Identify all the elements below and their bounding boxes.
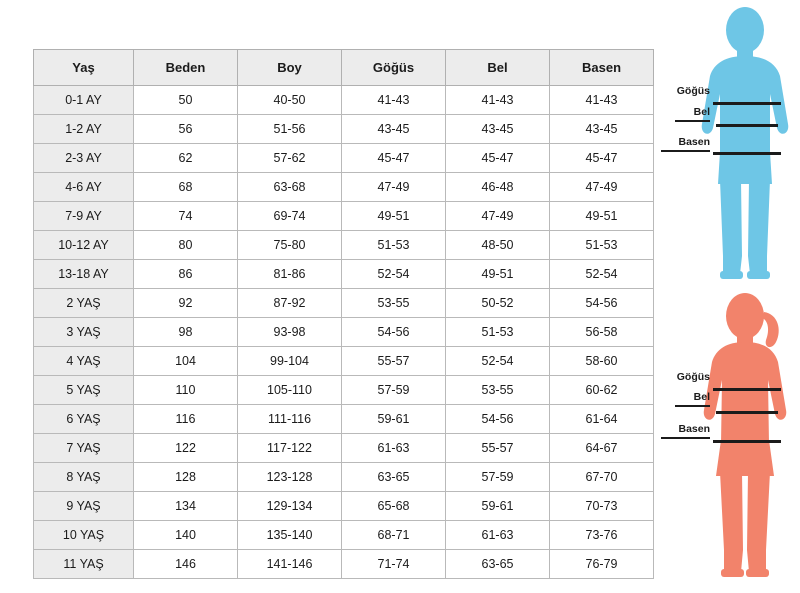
table-header-row [34, 50, 654, 86]
cell-size: 86 [134, 260, 238, 289]
cell-waist: 52-54 [446, 347, 550, 376]
cell-hip: 73-76 [550, 521, 654, 550]
cell-chest: 41-43 [342, 86, 446, 115]
table-row [34, 173, 654, 202]
cell-waist: 61-63 [446, 521, 550, 550]
boy-hip-label-underline [661, 150, 710, 152]
cell-height: 117-122 [238, 434, 342, 463]
column-header-chest: Göğüs [342, 50, 446, 86]
table-row [34, 202, 654, 231]
table-row [34, 550, 654, 579]
cell-height: 99-104 [238, 347, 342, 376]
cell-hip: 41-43 [550, 86, 654, 115]
cell-age: 11 YAŞ [34, 550, 134, 579]
cell-age: 7-9 AY [34, 202, 134, 231]
cell-size: 50 [134, 86, 238, 115]
cell-waist: 46-48 [446, 173, 550, 202]
cell-chest: 71-74 [342, 550, 446, 579]
cell-height: 141-146 [238, 550, 342, 579]
cell-age: 7 YAŞ [34, 434, 134, 463]
cell-hip: 45-47 [550, 144, 654, 173]
table-row [34, 492, 654, 521]
cell-hip: 47-49 [550, 173, 654, 202]
cell-hip: 70-73 [550, 492, 654, 521]
cell-hip: 43-45 [550, 115, 654, 144]
table-row [34, 405, 654, 434]
table-row [34, 434, 654, 463]
cell-age: 10-12 AY [34, 231, 134, 260]
cell-waist: 51-53 [446, 318, 550, 347]
girl-figure [650, 292, 800, 590]
cell-age: 4-6 AY [34, 173, 134, 202]
cell-size: 110 [134, 376, 238, 405]
cell-age: 2 YAŞ [34, 289, 134, 318]
cell-age: 10 YAŞ [34, 521, 134, 550]
cell-age: 13-18 AY [34, 260, 134, 289]
table-row [34, 318, 654, 347]
cell-height: 135-140 [238, 521, 342, 550]
cell-height: 75-80 [238, 231, 342, 260]
cell-height: 111-116 [238, 405, 342, 434]
cell-age: 0-1 AY [34, 86, 134, 115]
cell-height: 87-92 [238, 289, 342, 318]
boy-hip-label: Basen [678, 136, 710, 148]
cell-age: 9 YAŞ [34, 492, 134, 521]
cell-waist: 48-50 [446, 231, 550, 260]
cell-chest: 55-57 [342, 347, 446, 376]
cell-size: 62 [134, 144, 238, 173]
cell-waist: 54-56 [446, 405, 550, 434]
figures-panel [650, 0, 800, 593]
table-row [34, 115, 654, 144]
table-row [34, 347, 654, 376]
girl-waist-line [716, 411, 778, 414]
cell-height: 40-50 [238, 86, 342, 115]
cell-hip: 60-62 [550, 376, 654, 405]
cell-waist: 55-57 [446, 434, 550, 463]
cell-height: 57-62 [238, 144, 342, 173]
boy-waist-line [716, 124, 778, 127]
cell-size: 80 [134, 231, 238, 260]
cell-hip: 49-51 [550, 202, 654, 231]
cell-waist: 53-55 [446, 376, 550, 405]
cell-size: 92 [134, 289, 238, 318]
cell-size: 56 [134, 115, 238, 144]
cell-chest: 61-63 [342, 434, 446, 463]
cell-age: 8 YAŞ [34, 463, 134, 492]
cell-age: 4 YAŞ [34, 347, 134, 376]
cell-waist: 41-43 [446, 86, 550, 115]
cell-height: 51-56 [238, 115, 342, 144]
cell-size: 116 [134, 405, 238, 434]
cell-size: 74 [134, 202, 238, 231]
girl-hip-label: Basen [678, 423, 710, 435]
cell-hip: 64-67 [550, 434, 654, 463]
table-row [34, 463, 654, 492]
cell-waist: 45-47 [446, 144, 550, 173]
cell-chest: 54-56 [342, 318, 446, 347]
cell-chest: 43-45 [342, 115, 446, 144]
column-header-height: Boy [238, 50, 342, 86]
boy-silhouette-icon [690, 6, 800, 291]
cell-size: 128 [134, 463, 238, 492]
cell-chest: 52-54 [342, 260, 446, 289]
cell-waist: 59-61 [446, 492, 550, 521]
cell-chest: 65-68 [342, 492, 446, 521]
girl-chest-label: Göğüs [676, 371, 710, 383]
cell-hip: 58-60 [550, 347, 654, 376]
table-row [34, 376, 654, 405]
cell-height: 93-98 [238, 318, 342, 347]
cell-age: 1-2 AY [34, 115, 134, 144]
cell-height: 123-128 [238, 463, 342, 492]
column-header-waist: Bel [446, 50, 550, 86]
cell-waist: 57-59 [446, 463, 550, 492]
cell-chest: 49-51 [342, 202, 446, 231]
table-row [34, 289, 654, 318]
cell-chest: 59-61 [342, 405, 446, 434]
cell-height: 129-134 [238, 492, 342, 521]
cell-hip: 51-53 [550, 231, 654, 260]
cell-waist: 63-65 [446, 550, 550, 579]
cell-age: 2-3 AY [34, 144, 134, 173]
girl-waist-label: Bel [693, 391, 710, 403]
cell-hip: 61-64 [550, 405, 654, 434]
cell-age: 3 YAŞ [34, 318, 134, 347]
cell-hip: 56-58 [550, 318, 654, 347]
cell-waist: 50-52 [446, 289, 550, 318]
cell-size: 140 [134, 521, 238, 550]
table-body [34, 86, 654, 579]
cell-age: 5 YAŞ [34, 376, 134, 405]
size-table-container [33, 49, 653, 579]
cell-hip: 67-70 [550, 463, 654, 492]
cell-size: 122 [134, 434, 238, 463]
cell-chest: 57-59 [342, 376, 446, 405]
cell-height: 69-74 [238, 202, 342, 231]
cell-size: 68 [134, 173, 238, 202]
cell-chest: 53-55 [342, 289, 446, 318]
cell-hip: 76-79 [550, 550, 654, 579]
boy-figure [650, 6, 800, 291]
boy-hip-line [713, 152, 781, 155]
cell-hip: 52-54 [550, 260, 654, 289]
boy-waist-label-underline [675, 120, 710, 122]
girl-chest-line [713, 388, 781, 391]
boy-waist-label: Bel [693, 106, 710, 118]
size-table [33, 49, 654, 579]
cell-height: 81-86 [238, 260, 342, 289]
cell-size: 134 [134, 492, 238, 521]
cell-chest: 47-49 [342, 173, 446, 202]
cell-chest: 45-47 [342, 144, 446, 173]
cell-age: 6 YAŞ [34, 405, 134, 434]
table-header [34, 50, 654, 86]
cell-chest: 51-53 [342, 231, 446, 260]
cell-waist: 49-51 [446, 260, 550, 289]
girl-hip-label-underline [661, 437, 710, 439]
column-header-size: Beden [134, 50, 238, 86]
cell-waist: 43-45 [446, 115, 550, 144]
boy-chest-label: Göğüs [676, 85, 710, 97]
cell-size: 146 [134, 550, 238, 579]
cell-hip: 54-56 [550, 289, 654, 318]
column-header-age: Yaş [34, 50, 134, 86]
table-row [34, 86, 654, 115]
table-row [34, 144, 654, 173]
cell-chest: 68-71 [342, 521, 446, 550]
cell-waist: 47-49 [446, 202, 550, 231]
girl-waist-label-underline [675, 405, 710, 407]
table-row [34, 231, 654, 260]
cell-size: 98 [134, 318, 238, 347]
cell-height: 63-68 [238, 173, 342, 202]
boy-chest-line [713, 102, 781, 105]
girl-hip-line [713, 440, 781, 443]
cell-height: 105-110 [238, 376, 342, 405]
column-header-hip: Basen [550, 50, 654, 86]
table-row [34, 521, 654, 550]
cell-chest: 63-65 [342, 463, 446, 492]
table-row [34, 260, 654, 289]
cell-size: 104 [134, 347, 238, 376]
